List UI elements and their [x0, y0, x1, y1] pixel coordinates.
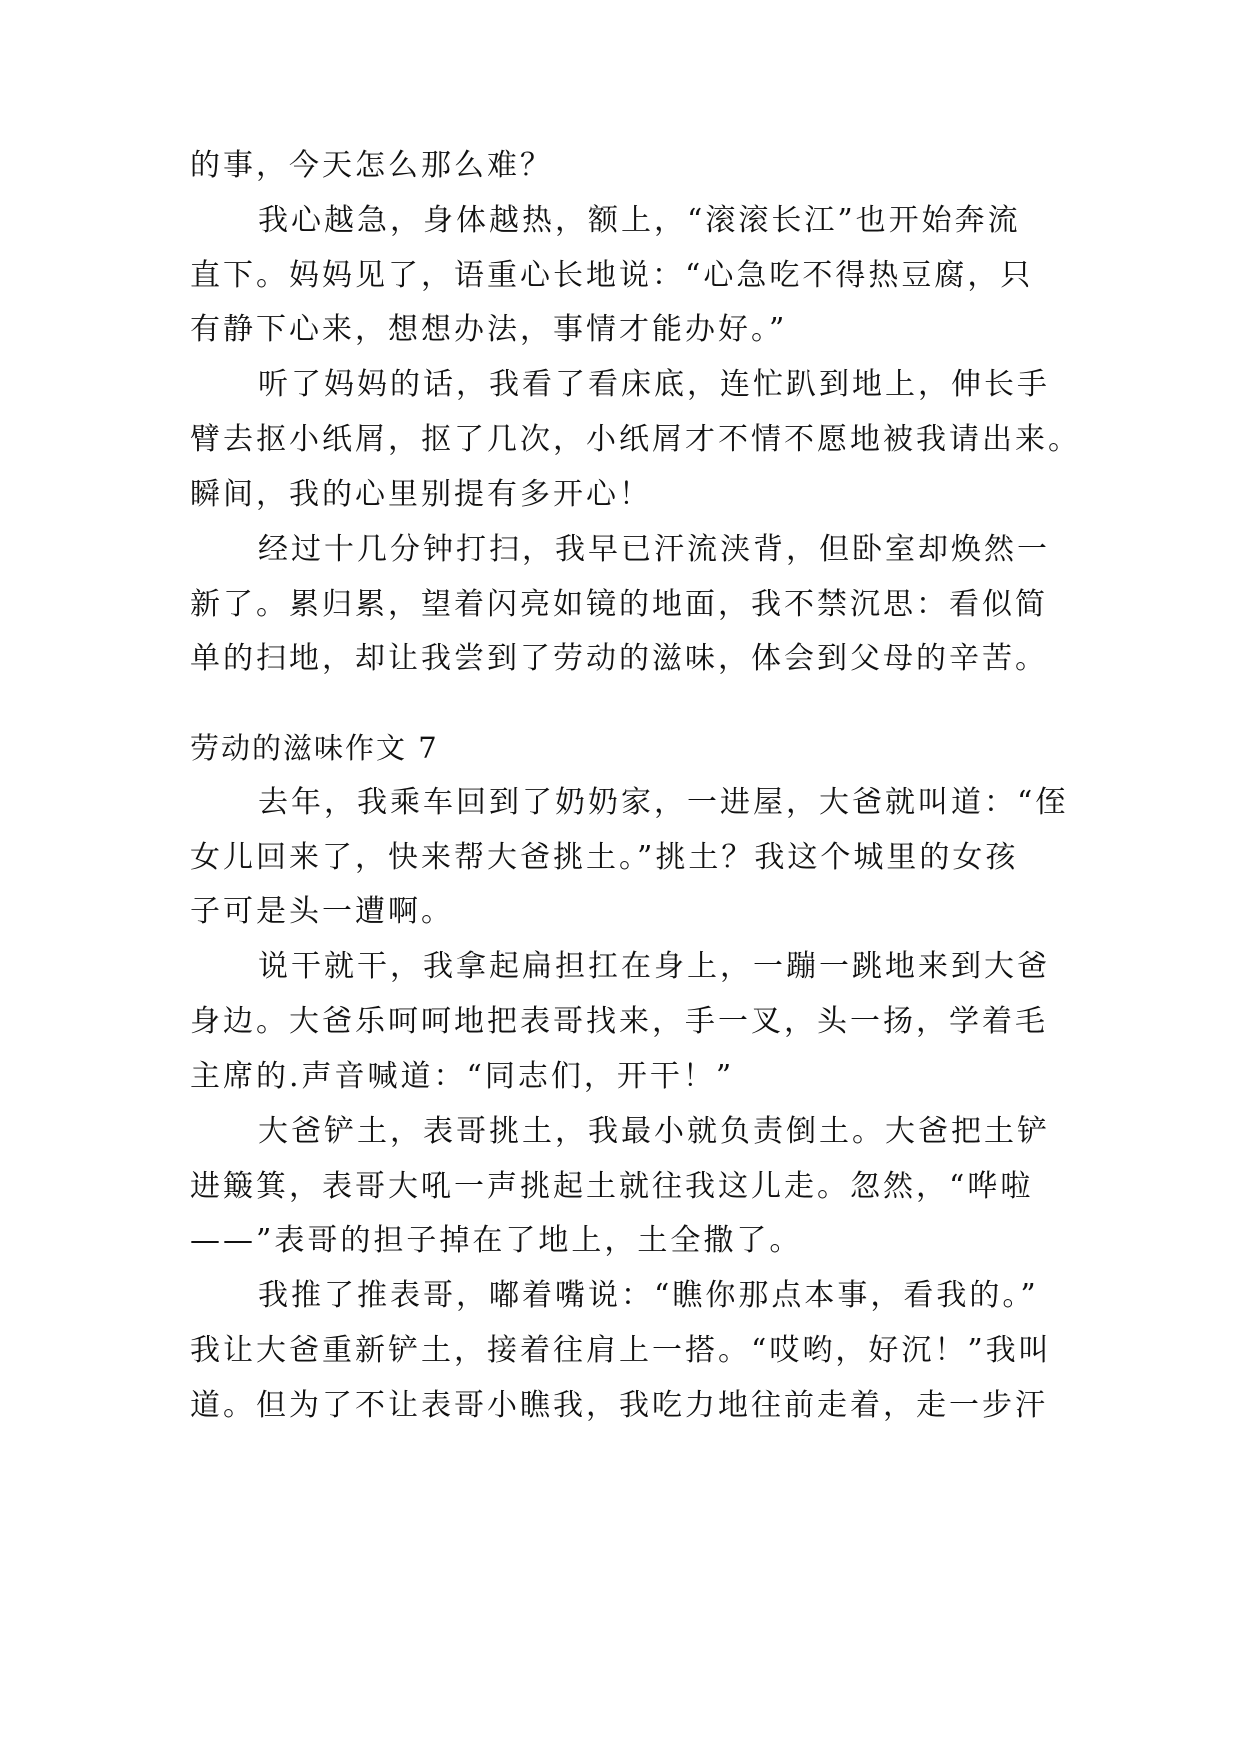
paragraph-line: 去年，我乘车回到了奶奶家，一进屋，大爸就叫道：“侄	[258, 785, 1069, 820]
paragraph-line: 单的扫地，却让我尝到了劳动的滋味，体会到父母的辛苦。	[190, 641, 1048, 676]
paragraph-line: 进簸箕，表哥大吼一声挑起土就往我这儿走。忽然，“哗啦	[190, 1169, 1034, 1204]
paragraph-line: ——”表哥的担子掉在了地上，土全撒了。	[190, 1223, 803, 1258]
paragraph-line: 直下。妈妈见了，语重心长地说：“心急吃不得热豆腐，只	[190, 258, 1034, 293]
paragraph-line: 我推了推表哥，嘟着嘴说：“瞧你那点本事，看我的。”	[258, 1278, 1039, 1313]
paragraph-line: 女儿回来了，快来帮大爸挑土。”挑土？我这个城里的女孩	[190, 840, 1019, 875]
paragraph-line: 瞬间，我的心里别提有多开心！	[190, 477, 652, 512]
section-heading: 劳动的滋味作文 7	[190, 731, 439, 765]
paragraph-line: 有静下心来，想想办法，事情才能办好。”	[190, 312, 788, 347]
paragraph-line: 我让大爸重新铲土，接着往肩上一搭。“哎哟，好沉！”我叫	[190, 1333, 1052, 1368]
paragraph-line: 我心越急，身体越热，额上，“滚滚长江”也开始奔流	[258, 203, 1021, 238]
paragraph-line: 大爸铲土，表哥挑土，我最小就负责倒土。大爸把土铲	[258, 1114, 1050, 1149]
paragraph-line: 听了妈妈的话，我看了看床底，连忙趴到地上，伸长手	[258, 367, 1050, 402]
paragraph-line: 主席的.声音喊道：“同志们，开干！”	[190, 1059, 735, 1094]
paragraph-line: 经过十几分钟打扫，我早已汗流浃背，但卧室却焕然一	[258, 532, 1050, 567]
paragraph-line: 说干就干，我拿起扁担扛在身上，一蹦一跳地来到大爸	[258, 949, 1050, 984]
paragraph-line: 的事，今天怎么那么难？	[190, 148, 553, 183]
paragraph-line: 身边。大爸乐呵呵地把表哥找来，手一叉，头一扬，学着毛	[190, 1004, 1048, 1039]
paragraph-line: 臂去抠小纸屑，抠了几次，小纸屑才不情不愿地被我请出来。	[190, 422, 1081, 457]
paragraph-line: 道。但为了不让表哥小瞧我，我吃力地往前走着，走一步汗	[190, 1388, 1048, 1423]
paragraph-line: 新了。累归累，望着闪亮如镜的地面，我不禁沉思：看似简	[190, 587, 1048, 622]
paragraph-line: 子可是头一遭啊。	[190, 894, 454, 929]
